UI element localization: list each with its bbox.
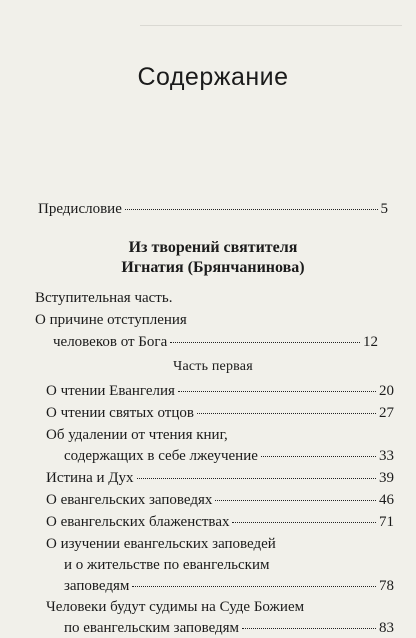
dot-leader (170, 342, 360, 343)
toc-page-number: 27 (379, 405, 394, 421)
toc-entry (46, 535, 394, 596)
dot-leader (232, 522, 376, 523)
toc-page-number: 83 (379, 620, 394, 636)
toc-entry-label: О евангельских заповедях (46, 492, 213, 508)
toc-page-number: 71 (379, 514, 394, 530)
dot-leader (137, 478, 376, 479)
toc-page-number: 20 (379, 383, 394, 399)
toc-page-number: 78 (379, 578, 394, 594)
toc-entry-label: О чтении Евангелия (46, 383, 175, 399)
toc-entry (46, 469, 394, 488)
show-through-text (140, 0, 402, 340)
toc-entry-preface (38, 200, 388, 219)
toc-entry (46, 491, 394, 510)
toc-page-number: 33 (379, 448, 394, 464)
toc-page-number: 39 (379, 470, 394, 486)
dot-leader (215, 500, 376, 501)
toc-page-number: 12 (363, 334, 378, 350)
toc-entry (46, 382, 394, 401)
toc-entry-label: О причине отступления (35, 312, 187, 328)
dot-leader (242, 628, 376, 629)
toc-entry (46, 426, 394, 466)
section-heading-line: Игнатия (Брянчанинова) (121, 259, 305, 276)
toc-page-number: 46 (379, 492, 394, 508)
intro-part-label: Вступительная часть. (35, 290, 173, 306)
section-heading-line: Из творений святителя (128, 239, 298, 256)
toc-page-number: 5 (380, 201, 388, 217)
toc-entry (46, 404, 394, 423)
toc-entry-label: Предисловие (38, 201, 122, 217)
toc-entry-label: человеков от Бога (53, 334, 168, 350)
dot-leader (197, 413, 376, 414)
toc-entry (46, 598, 394, 638)
toc-entry-label: и о жительстве по евангельским (64, 557, 270, 573)
toc-entry-label: О евангельских блаженствах (46, 514, 230, 530)
toc-entry-label: Истина и Дух (46, 470, 134, 486)
toc-entry (46, 513, 394, 532)
dot-leader (261, 456, 376, 457)
toc-entry-label: Об удалении от чтения книг, (46, 427, 228, 443)
part-heading: Часть первая (173, 359, 253, 374)
toc-entry-label: по евангельским заповедям (64, 620, 240, 636)
dot-leader (178, 391, 376, 392)
toc-entry-label: содержащих в себе лжеучение (64, 448, 258, 464)
page-title: Содержание (137, 63, 289, 91)
toc-entry-intro (35, 311, 378, 352)
toc-entry-label: О изучении евангельских заповедей (46, 536, 276, 552)
dot-leader (125, 209, 378, 210)
dot-leader (132, 586, 376, 587)
toc-entry-label: Человеки будут судимы на Суде Божием (46, 599, 305, 615)
toc-entry-label: О чтении святых отцов (46, 405, 194, 421)
section-heading (38, 238, 388, 278)
toc-entry-label: заповедям (64, 578, 130, 594)
